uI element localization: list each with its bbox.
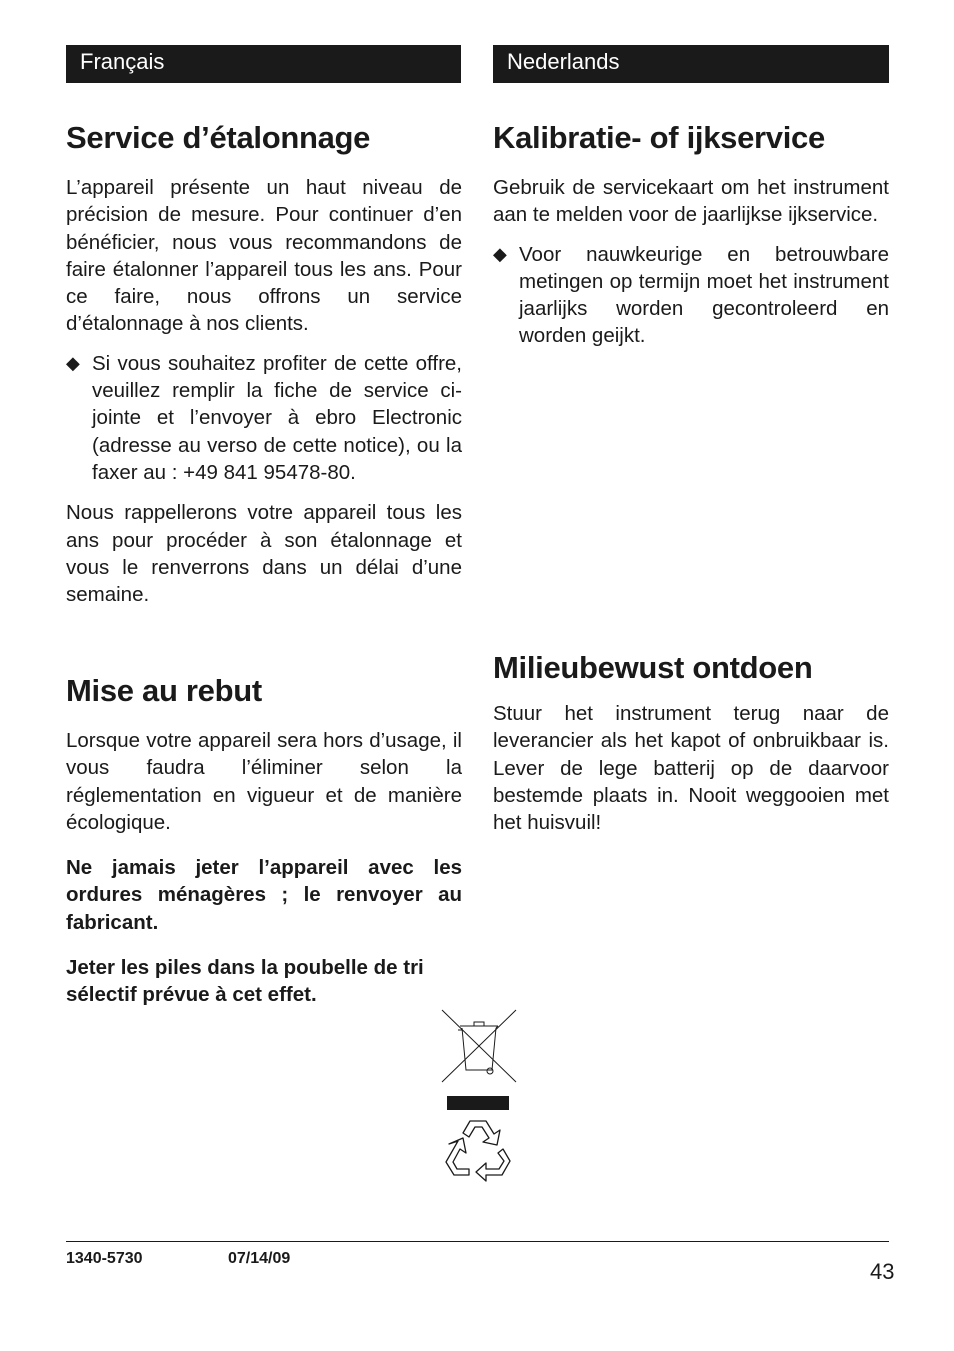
nl-calibration-title: Kalibratie- of ijkservice (493, 120, 825, 155)
fr-disposal-body: Lorsque votre appareil sera hors d’usage, il vous faudra l’éliminer selon la réglementation en vigueur et de manière écologique. (66, 729, 462, 834)
fr-disposal-title: Mise au rebut (66, 673, 262, 708)
nl-disposal-title: Milieubewust ontdoen (493, 650, 813, 685)
nl-disposal-section (493, 650, 889, 836)
crossed-out-wheelie-bin-icon (440, 1008, 518, 1084)
language-tab-dutch (493, 45, 889, 83)
nl-calibration-section (493, 120, 889, 350)
nl-calibration-bullet (493, 241, 889, 350)
footer-document-number: 1340-5730 (66, 1250, 143, 1267)
nl-calibration-bullet-text: Voor nauwkeurige en betrouwbare metingen op termijn moet het instrument jaarlijks worden gecontroleerd en worden geijkt. (519, 242, 889, 348)
fr-disposal-warning-batteries: Jeter les piles dans la poubelle de tri sélectif prévue à cet effet. (66, 956, 424, 1007)
fr-calibration-section (66, 120, 462, 608)
nl-calibration-intro: Gebruik de servicekaart om het instrument aan te melden voor de jaarlijkse ijkservice. (493, 176, 889, 227)
diamond-bullet-icon: ◆ (493, 243, 507, 264)
weee-black-bar (447, 1096, 509, 1110)
fr-calibration-bullet-text: Si vous souhaitez profiter de cette offre, veuillez remplir la fiche de service ci-jointe et l’envoyer à ebro Electronic (adresse au verso de cette notice), ou la faxer au : +49 841 95478-80. (92, 351, 462, 484)
fr-calibration-outro: Nous rappellerons votre appareil tous les ans pour procéder à son étalonnage et vous le renverrons dans un délai d’une semaine. (66, 501, 462, 607)
recycling-icon (442, 1117, 514, 1183)
nl-disposal-body: Stuur het instrument terug naar de leverancier als het kapot of onbruikbaar is. Lever de lege batterij op de daarvoor bestemde plaats in. Nooit weggooien met het huisvuil! (493, 702, 889, 835)
fr-calibration-title: Service d’étalonnage (66, 120, 371, 155)
page-number: 43 (870, 1259, 895, 1284)
fr-disposal-warning-household: Ne jamais jeter l’appareil avec les ordures ménagères ; le renvoyer au fabricant. (66, 856, 462, 934)
fr-disposal-section (66, 673, 462, 1009)
language-label-french: Français (80, 49, 165, 74)
language-label-dutch: Nederlands (507, 49, 620, 74)
language-tab-french (66, 45, 461, 83)
fr-calibration-intro: L’appareil présente un haut niveau de précision de mesure. Pour continuer d’en bénéficier, nous vous recommandons de faire étalonner l’appareil tous les ans. Pour ce faire, nous offrons un service d’étalonnage à nos clients. (66, 176, 462, 336)
footer-date: 07/14/09 (228, 1250, 291, 1267)
diamond-bullet-icon: ◆ (66, 352, 80, 373)
fr-calibration-bullet (66, 350, 462, 486)
footer-divider (66, 1241, 889, 1242)
